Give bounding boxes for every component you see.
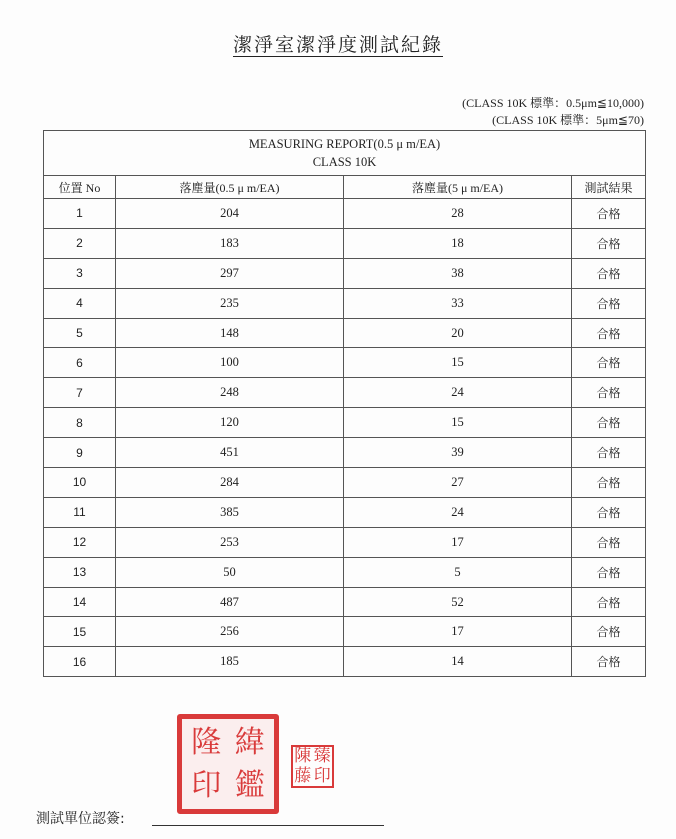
position-cell: 14 bbox=[44, 587, 116, 617]
count-0.5um-cell: 183 bbox=[116, 228, 344, 258]
seal-char: 緯 bbox=[234, 725, 265, 760]
seal-char: 隆 bbox=[191, 725, 222, 760]
result-cell: 合格 bbox=[572, 348, 646, 378]
table-row bbox=[44, 617, 646, 647]
class-label: CLASS 10K bbox=[312, 155, 377, 169]
column-header-position: 位置 No bbox=[44, 176, 116, 199]
table-row bbox=[44, 527, 646, 557]
count-0.5um-cell: 256 bbox=[116, 617, 344, 647]
seal-char: 臻 bbox=[313, 746, 331, 766]
position-cell: 16 bbox=[44, 647, 116, 677]
company-seal-stamp bbox=[177, 714, 279, 814]
result-cell: 合格 bbox=[572, 647, 646, 677]
position-cell: 3 bbox=[44, 258, 116, 288]
column-header-count-5um: 落塵量(5 μ m/EA) bbox=[344, 176, 572, 199]
count-5um-cell: 18 bbox=[344, 228, 572, 258]
position-cell: 8 bbox=[44, 408, 116, 438]
page-title: 潔淨室潔淨度測試紀錄 bbox=[232, 34, 443, 56]
position-cell: 2 bbox=[44, 228, 116, 258]
table-row bbox=[44, 199, 646, 229]
count-0.5um-cell: 50 bbox=[116, 557, 344, 587]
result-cell: 合格 bbox=[572, 438, 646, 468]
table-row bbox=[44, 497, 646, 527]
result-cell: 合格 bbox=[572, 497, 646, 527]
count-5um-cell: 15 bbox=[344, 348, 572, 378]
count-0.5um-cell: 185 bbox=[116, 647, 344, 677]
result-cell: 合格 bbox=[572, 527, 646, 557]
seal-char: 印 bbox=[313, 765, 331, 786]
position-cell: 4 bbox=[44, 288, 116, 318]
count-0.5um-cell: 451 bbox=[116, 438, 344, 468]
table-row bbox=[44, 348, 646, 378]
position-cell: 13 bbox=[44, 557, 116, 587]
result-cell: 合格 bbox=[572, 587, 646, 617]
position-cell: 7 bbox=[44, 378, 116, 408]
result-cell: 合格 bbox=[572, 288, 646, 318]
position-cell: 11 bbox=[44, 497, 116, 527]
count-5um-cell: 24 bbox=[344, 378, 572, 408]
result-cell: 合格 bbox=[572, 408, 646, 438]
count-5um-cell: 38 bbox=[344, 258, 572, 288]
table-row bbox=[44, 587, 646, 617]
report-heading: MEASURING REPORT(0.5 μ m/EA) bbox=[248, 137, 441, 151]
table-row bbox=[44, 557, 646, 587]
seal-char: 鑑 bbox=[234, 768, 265, 803]
count-5um-cell: 14 bbox=[344, 647, 572, 677]
seal-char: 印 bbox=[191, 768, 222, 803]
result-cell: 合格 bbox=[572, 378, 646, 408]
count-0.5um-cell: 148 bbox=[116, 318, 344, 348]
table-row bbox=[44, 228, 646, 258]
count-0.5um-cell: 120 bbox=[116, 408, 344, 438]
result-cell: 合格 bbox=[572, 199, 646, 229]
position-cell: 15 bbox=[44, 617, 116, 647]
personal-seal-stamp bbox=[291, 745, 334, 788]
seal-char: 藤 bbox=[294, 765, 312, 786]
count-5um-cell: 24 bbox=[344, 497, 572, 527]
signature-line[interactable] bbox=[152, 825, 384, 826]
table-row bbox=[44, 318, 646, 348]
table-row bbox=[44, 438, 646, 468]
count-5um-cell: 52 bbox=[344, 587, 572, 617]
standard-note-0.5um: (CLASS 10K 標準：0.5μm≦10,000) bbox=[462, 96, 644, 110]
table-row bbox=[44, 408, 646, 438]
position-cell: 12 bbox=[44, 527, 116, 557]
count-5um-cell: 5 bbox=[344, 557, 572, 587]
result-cell: 合格 bbox=[572, 468, 646, 498]
count-5um-cell: 15 bbox=[344, 408, 572, 438]
count-5um-cell: 17 bbox=[344, 527, 572, 557]
result-cell: 合格 bbox=[572, 557, 646, 587]
count-0.5um-cell: 385 bbox=[116, 497, 344, 527]
result-cell: 合格 bbox=[572, 228, 646, 258]
count-0.5um-cell: 204 bbox=[116, 199, 344, 229]
count-0.5um-cell: 100 bbox=[116, 348, 344, 378]
table-row bbox=[44, 378, 646, 408]
report-heading-cell bbox=[44, 131, 646, 176]
standard-note-5um: (CLASS 10K 標準：5μm≦70) bbox=[492, 113, 644, 127]
count-5um-cell: 39 bbox=[344, 438, 572, 468]
count-5um-cell: 28 bbox=[344, 199, 572, 229]
seal-char: 陳 bbox=[294, 746, 312, 766]
count-0.5um-cell: 248 bbox=[116, 378, 344, 408]
table-row bbox=[44, 288, 646, 318]
report-rows bbox=[44, 199, 646, 677]
count-5um-cell: 17 bbox=[344, 617, 572, 647]
column-header-result: 測試結果 bbox=[572, 176, 646, 199]
table-row bbox=[44, 258, 646, 288]
position-cell: 6 bbox=[44, 348, 116, 378]
measuring-report-table bbox=[43, 130, 646, 677]
column-header-count-0.5um: 落塵量(0.5 μ m/EA) bbox=[116, 176, 344, 199]
count-5um-cell: 27 bbox=[344, 468, 572, 498]
count-5um-cell: 20 bbox=[344, 318, 572, 348]
position-cell: 9 bbox=[44, 438, 116, 468]
signature-label: 測試單位認簽: bbox=[36, 811, 125, 827]
count-0.5um-cell: 297 bbox=[116, 258, 344, 288]
result-cell: 合格 bbox=[572, 258, 646, 288]
count-0.5um-cell: 235 bbox=[116, 288, 344, 318]
count-0.5um-cell: 284 bbox=[116, 468, 344, 498]
result-cell: 合格 bbox=[572, 318, 646, 348]
count-0.5um-cell: 253 bbox=[116, 527, 344, 557]
result-cell: 合格 bbox=[572, 617, 646, 647]
table-row bbox=[44, 647, 646, 677]
count-5um-cell: 33 bbox=[344, 288, 572, 318]
table-row bbox=[44, 468, 646, 498]
count-0.5um-cell: 487 bbox=[116, 587, 344, 617]
position-cell: 1 bbox=[44, 199, 116, 229]
position-cell: 5 bbox=[44, 318, 116, 348]
position-cell: 10 bbox=[44, 468, 116, 498]
